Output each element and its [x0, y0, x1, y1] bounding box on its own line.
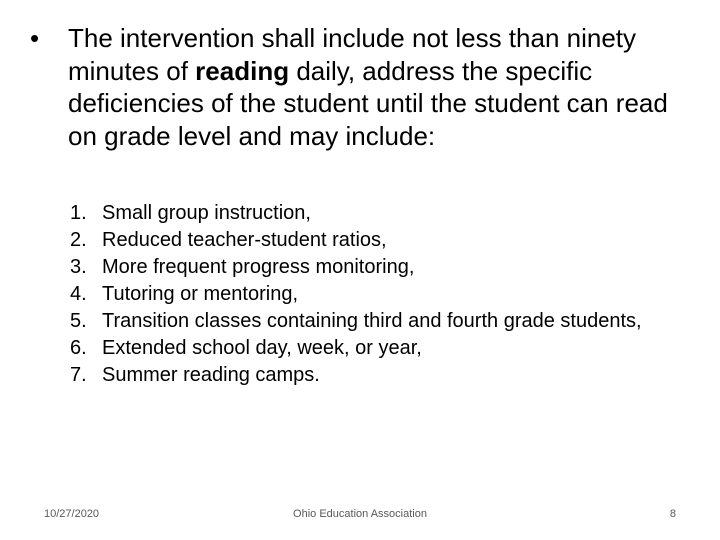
list-item-text: Tutoring or mentoring, — [102, 283, 299, 305]
list-item-text: Extended school day, week, or year, — [102, 337, 422, 359]
list-item-text: Small group instruction, — [102, 202, 311, 224]
bullet-text-end: daily, address the specific deficiencies of the student until the student can read on grade level and may include: — [68, 55, 668, 151]
bullet-marker: • — [30, 23, 40, 53]
main-bullet-text — [68, 22, 680, 152]
bullet-text-start: The intervention shall include not less than ninety minutes of — [68, 23, 637, 86]
list-item — [70, 254, 670, 281]
main-bullet — [30, 22, 680, 152]
list-item — [70, 335, 670, 362]
list-marker: 1. — [70, 202, 87, 224]
list-item-text: Summer reading camps. — [102, 364, 320, 386]
list-item-text: More frequent progress monitoring, — [102, 256, 415, 278]
list-item — [70, 308, 670, 335]
list-item-text: Transition classes containing third and fourth grade students, — [102, 310, 642, 332]
list-item — [70, 362, 670, 389]
list-item — [70, 281, 670, 308]
list-marker: 5. — [70, 310, 87, 332]
list-marker: 7. — [70, 364, 87, 386]
numbered-list — [70, 200, 670, 389]
list-marker: 3. — [70, 256, 87, 278]
list-marker: 2. — [70, 229, 87, 251]
list-item-text: Reduced teacher-student ratios, — [102, 229, 387, 251]
list-marker: 4. — [70, 283, 87, 305]
bullet-emphasis: reading — [195, 55, 290, 86]
footer-date: 10/27/2020 — [44, 508, 100, 520]
list-item — [70, 200, 670, 227]
list-item — [70, 227, 670, 254]
footer-page-number: 8 — [669, 508, 676, 520]
list-marker: 6. — [70, 337, 87, 359]
footer-organization: Ohio Education Association — [293, 508, 427, 520]
